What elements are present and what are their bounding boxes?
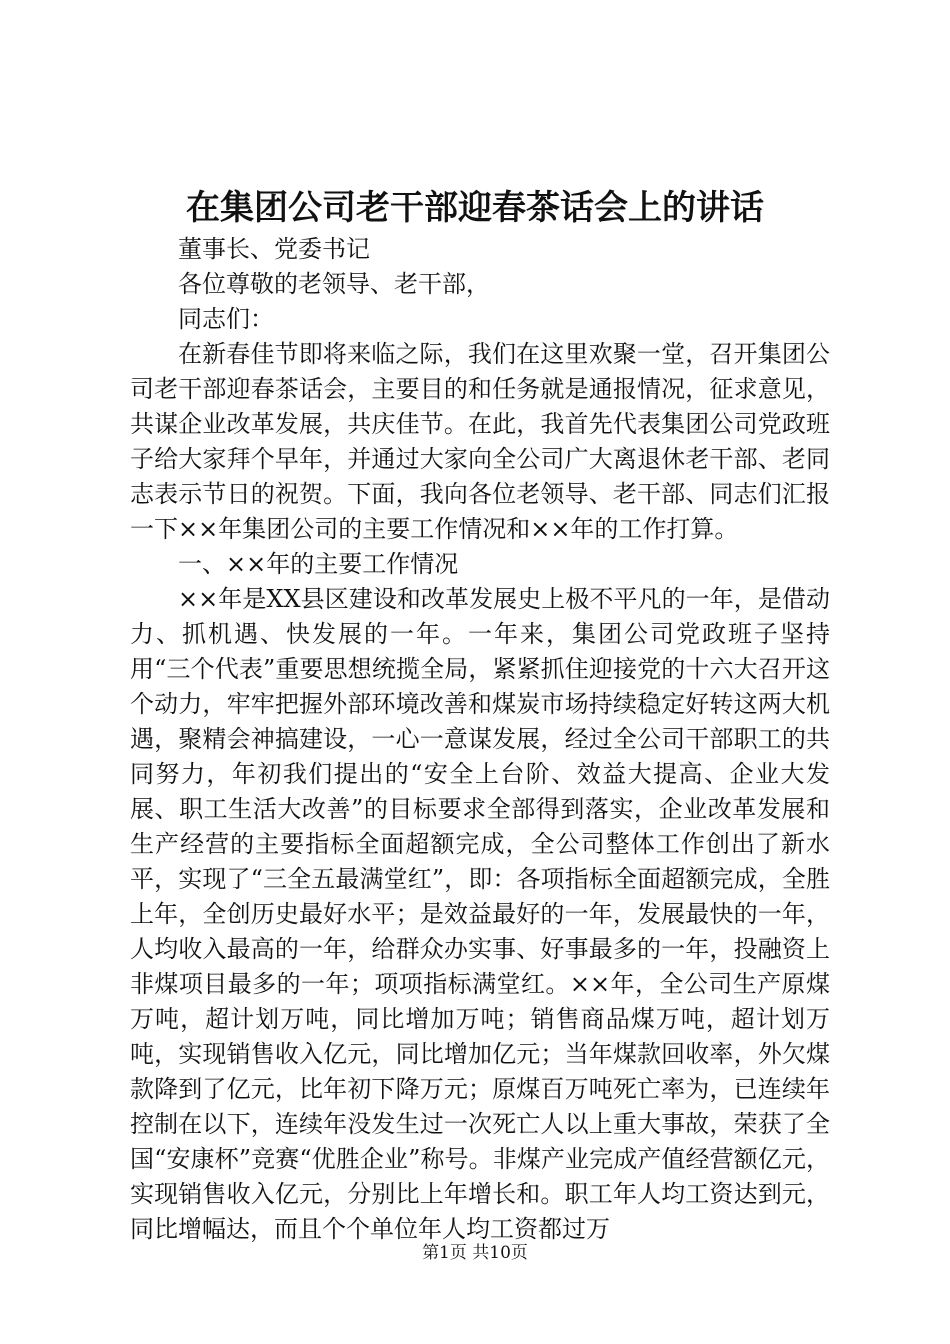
salutation-line: 各位尊敬的老领导、老干部， bbox=[178, 270, 490, 298]
salutation-line: 董事长、党委书记 bbox=[178, 235, 370, 263]
paragraph-opening: 在新春佳节即将来临之际，我们在这里欢聚一堂，召开集团公司老干部迎春茶话会，主要目的和任务就是通报情况，征求意见，共谋企业改革发展，共庆佳节。在此，我首先代表集团公司党政班子给大家拜个早年，并通过大家向全公司广大离退休老干部、老同志表示节日的祝贺。下面，我向各位老领导、老干部、同志们汇报一下××年集团公司的主要工作情况和××年的工作打算。 bbox=[130, 340, 830, 543]
paragraph-work-summary: ××年是XX县区建设和改革发展史上极不平凡的一年，是借动力、抓机遇、快发展的一年。一年来，集团公司党政班子坚持用“三个代表”重要思想统揽全局，紧紧抓住迎接党的十六大召开这个动力，牢牢把握外部环境改善和煤炭市场持续稳定好转这两大机遇，聚精会神搞建设，一心一意谋发展，经过全公司干部职工的共同努力，年初我们提出的“安全上台阶、效益大提高、企业大发展、职工生活大改善”的目标要求全部得到落实，企业改革发展和生产经营的主要指标全面超额完成，全公司整体工作创出了新水平，实现了“三全五最满堂红”，即：各项指标全面超额完成，全胜上年，全创历史最好水平；是效益最好的一年，发展最快的一年，人均收入最高的一年，给群众办实事、好事最多的一年，投融资上非煤项目最多的一年；项项指标满堂红。××年，全公司生产原煤万吨，超计划万吨，同比增加万吨；销售商品煤万吨，超计划万吨，实现销售收入亿元，同比增加亿元；当年煤款回收率，外欠煤款降到了亿元，比年初下降万元；原煤百万吨死亡率为，已连续年控制在以下，连续年没发生过一次死亡人以上重大事故，荣获了全国“安康杯”竞赛“优胜企业”称号。非煤产业完成产值经营额亿元，实现销售收入亿元，分别比上年增长和。职工年人均工资达到元，同比增幅达，而且个个单位年人均工资都过万 bbox=[130, 585, 830, 1243]
document-title: 在集团公司老干部迎春茶话会上的讲话 bbox=[186, 188, 764, 228]
document-body bbox=[130, 232, 830, 1247]
salutation-line: 同志们： bbox=[178, 305, 274, 333]
page-footer: 第1页 共10页 bbox=[422, 1243, 528, 1263]
section-heading: 一、××年的主要工作情况 bbox=[178, 550, 459, 578]
